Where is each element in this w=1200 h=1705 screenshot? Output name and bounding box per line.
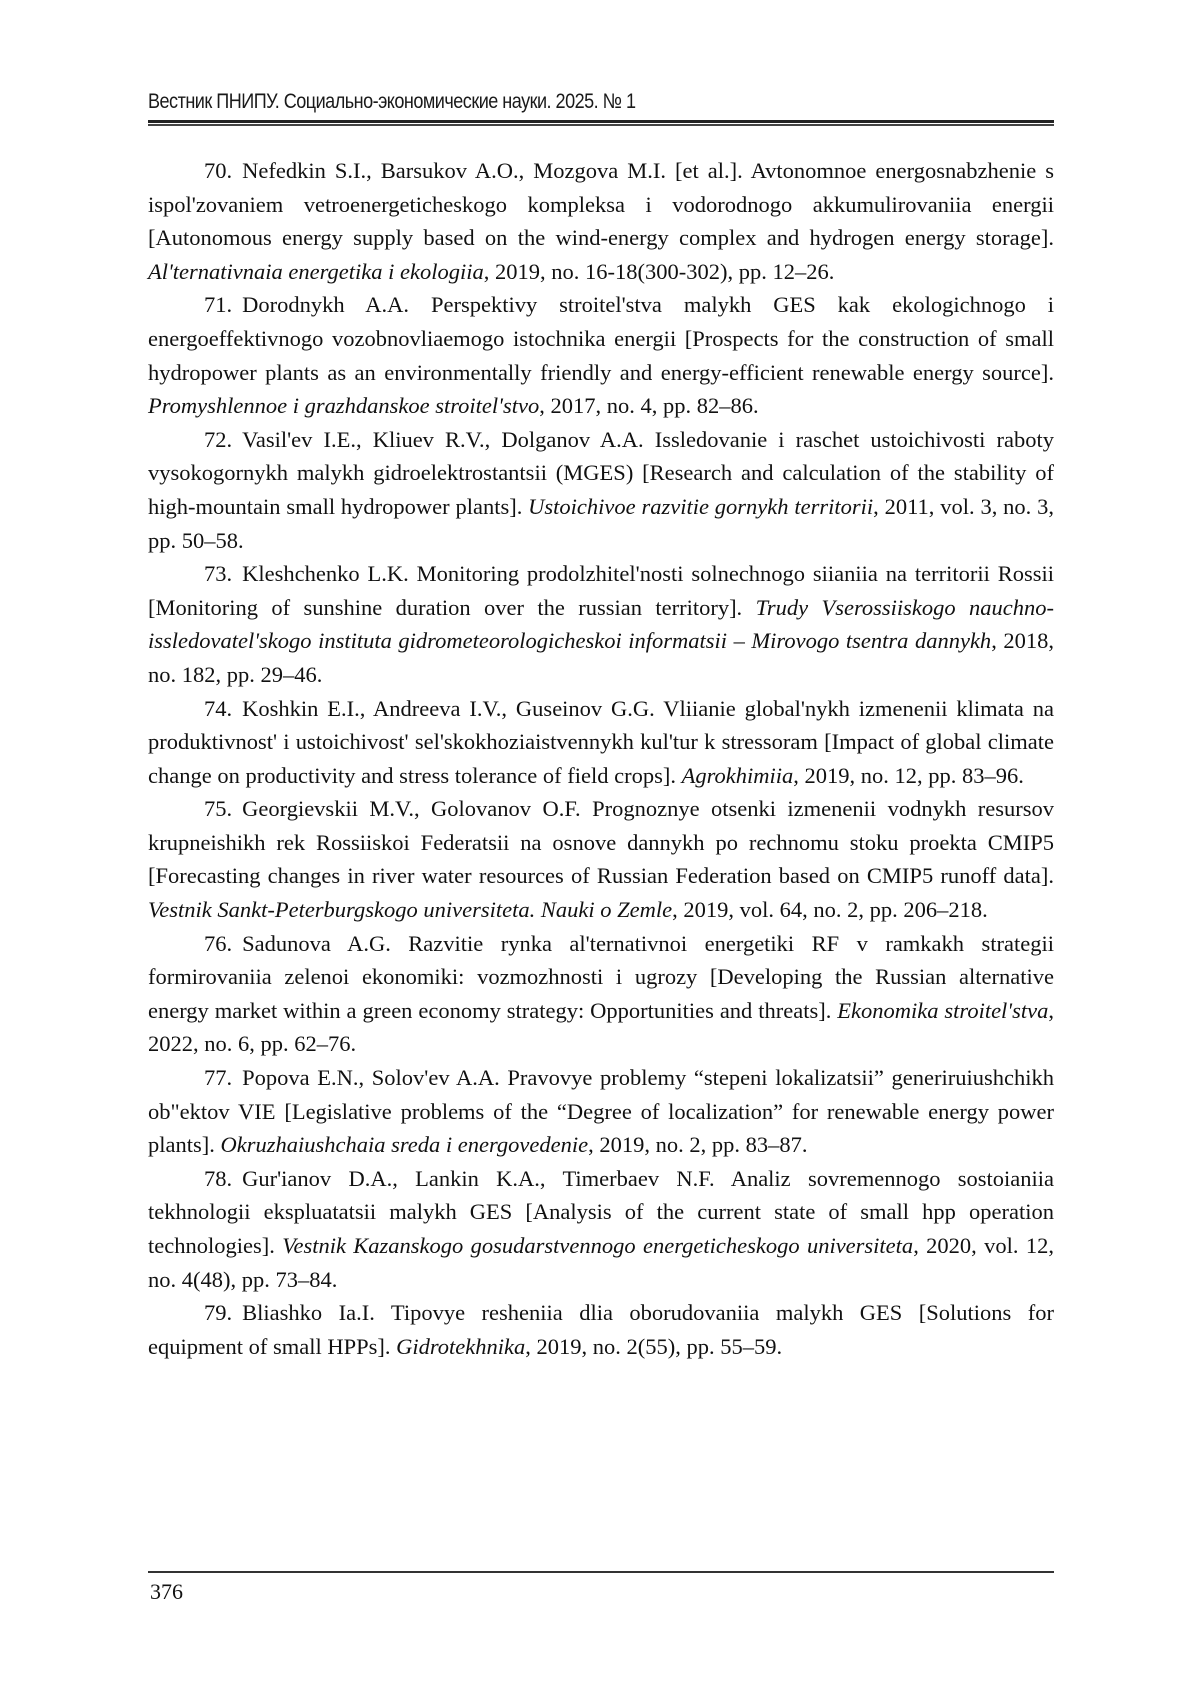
reference-item: [148, 1061, 1054, 1162]
reference-number: 71.: [204, 292, 233, 318]
reference-text: Koshkin E.I., Andreeva I.V., Guseinov G.G. Vliianie global'nykh izmenenii klimata na produktivnost' i ustoichivost' sel'skokhoziaistvennykh kul'tur k stressoram [Impact of global climate change on productivity and stress tolerance of field crops].: [148, 695, 1054, 788]
reference-number: 72.: [204, 426, 233, 452]
reference-journal: Okruzhaiushchaia sreda i energovedenie: [220, 1132, 589, 1158]
reference-number: 75.: [204, 796, 233, 822]
reference-item: [148, 1296, 1054, 1363]
reference-details: , 2017, no. 4, pp. 82–86.: [539, 393, 759, 419]
reference-details: , 2020, vol. 12, no. 4(48), pp. 73–84.: [148, 1233, 1054, 1292]
reference-number: 77.: [204, 1065, 233, 1091]
reference-journal: Ekonomika stroitel'stva: [837, 997, 1049, 1023]
reference-number: 73.: [204, 561, 233, 587]
page-number: 376: [150, 1579, 183, 1604]
reference-list: [148, 154, 1054, 1363]
reference-details: , 2019, no. 2, pp. 83–87.: [588, 1132, 808, 1158]
reference-journal: Agrokhimiia: [681, 762, 794, 788]
reference-details: , 2019, vol. 64, no. 2, pp. 206–218.: [672, 897, 988, 923]
reference-item: [148, 927, 1054, 1061]
reference-number: 76.: [204, 930, 233, 956]
reference-text: Bliashko Ia.I. Tipovye resheniia dlia oborudovaniia malykh GES [Solutions for equipment of small HPPs].: [148, 1300, 1054, 1359]
reference-number: 79.: [204, 1300, 233, 1326]
reference-text: Dorodnykh A.A. Perspektivy stroitel'stva malykh GES kak ekologichnogo i energoeffektivnogo vozobnovliaemogo istochnika energii [Prospects for the construction of small hydropower plants as an environmentally friendly and energy-efficient renewable energy source].: [148, 292, 1054, 385]
reference-item: [148, 288, 1054, 422]
reference-number: 78.: [204, 1165, 233, 1191]
reference-details: , 2019, no. 16-18(300-302), pp. 12–26.: [483, 258, 835, 284]
header-rule-thick: [148, 120, 1054, 123]
reference-item: [148, 692, 1054, 793]
header-rule-thin: [148, 124, 1054, 126]
reference-item: [148, 557, 1054, 691]
reference-details: , 2011, vol. 3, no. 3, pp. 50–58.: [148, 493, 1054, 553]
reference-details: , 2019, no. 12, pp. 83–96.: [793, 762, 1024, 788]
running-header: Вестник ПНИПУ. Социально-экономические науки. 2025. № 1: [148, 90, 636, 113]
reference-number: 70.: [204, 158, 233, 183]
reference-details: , 2019, no. 2(55), pp. 55–59.: [525, 1333, 783, 1359]
reference-journal: Promyshlennoe i grazhdanskoe stroitel'stvo: [148, 393, 540, 419]
reference-journal: Ustoichivoe razvitie gornykh territorii: [528, 493, 874, 519]
reference-journal: Gidrotekhnika: [396, 1333, 526, 1359]
reference-text: Vasil'ev I.E., Kliuev R.V., Dolganov A.A. Issledovanie i raschet ustoichivosti raboty vysokogornykh malykh gidroelektrostantsii (MGES) [Research and calculation of the stability of high-mountain small hydropower plants].: [148, 426, 1054, 519]
reference-text: Nefedkin S.I., Barsukov A.O., Mozgova M.I. [et al.]. Avtonomnoe energosnabzhenie s ispol'zovaniem vetroenergeticheskogo kompleksa i vodorodnogo akkumulirovaniia energii [Autonomous energy supply based on the wind-energy complex and hydrogen energy storage].: [148, 158, 1054, 251]
reference-text: Sadunova A.G. Razvitie rynka al'ternativnoi energetiki RF v ramkakh strategii formirovaniia zelenoi ekonomiki: vozmozhnosti i ugrozy [Developing the Russian alternative energy market within a green economy strategy: Opportunities and threats].: [148, 930, 1054, 1023]
reference-text: Popova E.N., Solov'ev A.A. Pravovye problemy “stepeni lokalizatsii” generiruiushchikh ob"ektov VIE [Legislative problems of the “Degree of localization” for renewable energy power plants].: [148, 1065, 1054, 1158]
reference-text: Gur'ianov D.A., Lankin K.A., Timerbaev N.F. Analiz sovremennogo sostoianiia tekhnologii ekspluatatsii malykh GES [Analysis of the current state of small hpp operation technologies].: [148, 1165, 1054, 1258]
reference-item: [148, 792, 1054, 926]
reference-item: [148, 154, 1054, 288]
reference-journal: Vestnik Sankt-Peterburgskogo universiteta. Nauki o Zemle: [148, 897, 673, 923]
reference-number: 74.: [204, 695, 233, 721]
journal-page: [148, 0, 1054, 1705]
reference-text: Georgievskii M.V., Golovanov O.F. Prognoznye otsenki izmenenii vodnykh resursov krupneishikh rek Rossiiskoi Federatsii na osnove dannykh po rechnomu stoku proekta CMIP5 [Forecasting changes in river water resources of Russian Federation based on CMIP5 runoff data].: [148, 796, 1054, 889]
header-double-rule: [148, 120, 1054, 126]
reference-text: Kleshchenko L.K. Monitoring prodolzhitel'nosti solnechnogo siianiia na territorii Rossii [Monitoring of sunshine duration over the russian territory].: [148, 561, 1054, 620]
reference-journal: Al'ternativnaia energetika i ekologiia: [148, 258, 484, 284]
reference-item: [148, 423, 1054, 557]
footer-rule: [148, 1571, 1054, 1573]
reference-item: [148, 1162, 1054, 1296]
reference-details: , 2018, no. 182, pp. 29–46.: [148, 628, 1055, 687]
reference-details: , 2022, no. 6, pp. 62–76.: [148, 997, 1054, 1057]
reference-journal: Vestnik Kazanskogo gosudarstvennogo energeticheskogo universiteta: [282, 1233, 914, 1258]
reference-journal: Trudy Vserossiiskogo nauchno-issledovatel'skogo instituta gidrometeorologicheskoi informatsii – Mirovogo tsentra dannykh: [148, 594, 1054, 654]
